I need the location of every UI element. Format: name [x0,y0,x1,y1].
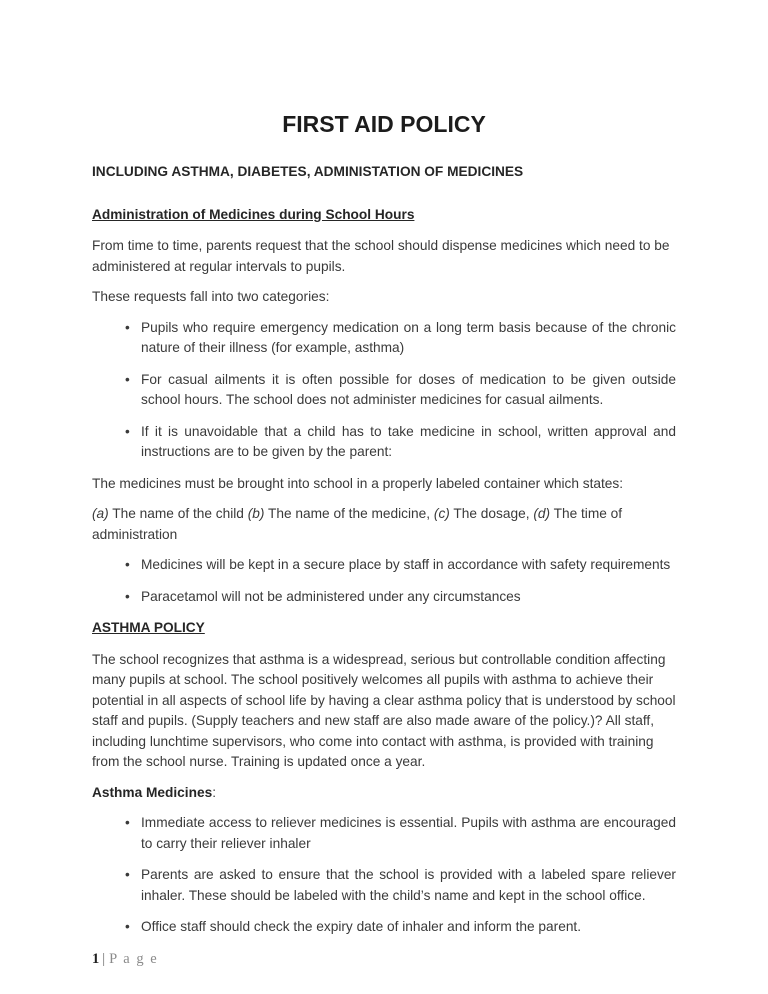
document-title: FIRST AID POLICY [282,111,486,137]
asthma-medicines-label [92,783,676,804]
paragraph-asthma-policy: The school recognizes that asthma is a widespread, serious but controllable condition affecting many pupils at school. The school positively welcomes all pupils with asthma to achieve their potential in all aspects of school life by having a clear asthma policy that is understood by school staff and pupils. (Supply teachers and new staff are also made aware of the policy.)? All staff, including lunchtime supervisors, who come into contact with asthma, is provided with training from the school nurse. Training is updated once a year. [92,651,676,769]
paragraph-container-lead: The medicines must be brought into school in a properly labeled container which states: [92,475,624,491]
list-item: • Office staff should check the expiry date of inhaler and inform the parent. [125,917,676,938]
paragraph-label-spec [92,504,676,545]
bullet-list-storage [92,555,676,607]
list-item: • Paracetamol will not be administered under any circumstances [125,587,676,608]
list-item: • For casual ailments it is often possible for doses of medication to be given outside school hours. The school does not administer medicines for casual ailments. [125,370,676,411]
bullet-list-asthma-medicines [92,813,676,938]
section-heading-asthma-policy: ASTHMA POLICY [92,620,205,635]
paragraph-intro: From time to time, parents request that the school should dispense medicines which need to be administered at regular intervals to pupils. [92,238,670,274]
list-item: • Pupils who require emergency medication on a long term basis because of the chronic nature of their illness (for example, asthma) [125,318,676,359]
list-item: • If it is unavoidable that a child has to take medicine in school, written approval and instructions are to be given by the parent: [125,422,676,463]
footer-separator: | [102,950,106,967]
document-subtitle: INCLUDING ASTHMA, DIABETES, ADMINISTATION OF MEDICINES [92,164,524,179]
bullet-list-categories [92,318,676,463]
footer-page-label: P a g e [109,950,159,967]
asthma-medicines-colon: : [212,784,216,800]
label-text-a: The name of the child [108,506,248,521]
list-item: • Immediate access to reliever medicines is essential. Pupils with asthma are encouraged to carry their reliever inhaler [125,813,676,854]
list-item: • Medicines will be kept in a secure place by staff in accordance with safety requirements [125,555,676,576]
label-marker-d: (d) [533,506,551,521]
document-page [92,0,676,969]
label-marker-a: (a) [92,506,109,521]
paragraph-categories-lead: These requests fall into two categories: [92,289,330,304]
label-text-b: The name of the medicine, [264,506,434,521]
label-marker-c: (c) [433,506,450,521]
list-item: • Parents are asked to ensure that the school is provided with a labeled spare reliever inhaler. These should be labeled with the child’s name and kept in the school office. [125,865,676,906]
label-text-d: The time of administration [92,506,623,542]
page-number: 1 [92,950,100,967]
section-heading-administration: Administration of Medicines during School Hours [92,206,415,222]
label-marker-b: (b) [247,506,265,521]
page-footer [92,949,676,970]
asthma-medicines-heading: Asthma Medicines [92,784,213,800]
label-text-c: The dosage, [449,506,534,521]
